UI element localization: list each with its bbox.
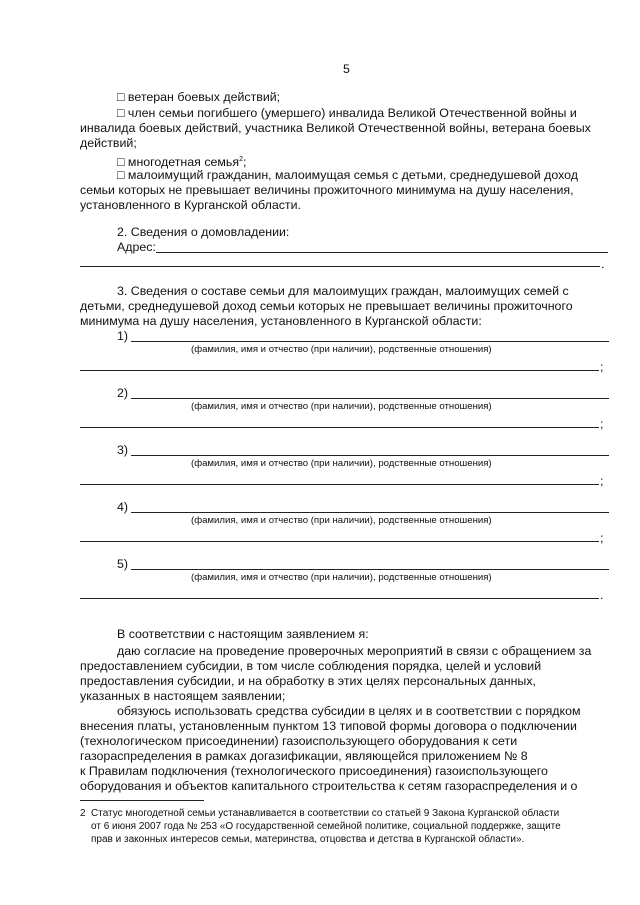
member-4-caption: (фамилия, имя и отчество (при наличии), родственные отношения) xyxy=(191,515,492,526)
member-2-name-field[interactable] xyxy=(131,398,609,399)
member-3-end: ; xyxy=(600,474,604,488)
section2-heading: 2. Сведения о домовладении: xyxy=(117,225,290,239)
obligation-line2: внесения платы, установленным пунктом 13 типовой формы договора о подключении xyxy=(80,719,577,733)
member-1-end: ; xyxy=(600,360,604,374)
consent-line2: предоставлением субсидии, в том числе соблюдения порядка, целей и условий xyxy=(80,659,542,673)
member-3-name-field[interactable] xyxy=(131,455,609,456)
member-5-end: . xyxy=(600,588,604,602)
consent-line1: даю согласие на проведение проверочных мероприятий в связи с обращением за xyxy=(117,644,592,658)
member-2-number: 2) xyxy=(117,386,129,400)
member-1-name-field[interactable] xyxy=(131,341,609,342)
section3-heading-line3: минимума на душу населения, установленного в Курганской области: xyxy=(80,314,482,328)
member-4-name-field[interactable] xyxy=(131,512,609,513)
footnote-line1: Статус многодетной семьи устанавливается в соответствии со статьей 9 Закона Курганской области xyxy=(91,808,560,819)
obligation-line5: к Правилам подключения (технологического присоединения) газоиспользующего xyxy=(80,764,548,778)
member-2-caption: (фамилия, имя и отчество (при наличии), родственные отношения) xyxy=(191,401,492,412)
member-5-name-field[interactable] xyxy=(131,569,609,570)
address-field-line2[interactable] xyxy=(80,266,600,267)
member-1-number: 1) xyxy=(117,329,129,343)
member-5-number: 5) xyxy=(117,557,129,571)
member-5-caption: (фамилия, имя и отчество (при наличии), родственные отношения) xyxy=(191,572,492,583)
consent-line4: указанных в настоящем заявлении; xyxy=(80,689,286,703)
address-line-end: . xyxy=(601,257,605,271)
consent-line3: предоставления субсидии, и на обработку в этих целях персональных данных, xyxy=(80,674,536,688)
option-large-family: □ многодетная семья$^2$; xyxy=(117,155,247,170)
obligation-line4: газораспределения в рамках догазификации, являющейся приложением № 8 xyxy=(80,749,528,763)
address-label: Адрес: xyxy=(117,240,156,254)
option-family-member-line3: действий; xyxy=(80,136,137,150)
option-low-income-line3: установленного в Курганской области. xyxy=(80,198,301,212)
member-2-end: ; xyxy=(600,417,604,431)
option-low-income-line2: семьи которых не превышает величины прожиточного минимума на душу населения, xyxy=(80,183,574,197)
option-low-income-line1: □ малоимущий гражданин, малоимущая семья с детьми, среднедушевой доход xyxy=(117,168,578,182)
section3-heading-line1: 3. Сведения о составе семьи для малоимущих граждан, малоимущих семей с xyxy=(117,284,569,298)
member-4-field-line2[interactable] xyxy=(80,541,599,542)
footnote-ref: 2 xyxy=(239,156,243,163)
member-2-field-line2[interactable] xyxy=(80,427,599,428)
address-field[interactable] xyxy=(156,252,608,253)
member-1-field-line2[interactable] xyxy=(80,370,599,371)
footnote-marker: 2 xyxy=(80,808,86,819)
member-3-number: 3) xyxy=(117,443,129,457)
declaration-intro: В соответствии с настоящим заявлением я: xyxy=(117,627,369,641)
member-3-field-line2[interactable] xyxy=(80,484,599,485)
member-5-field-line2[interactable] xyxy=(80,598,599,599)
option-veteran: □ ветеран боевых действий; xyxy=(117,90,281,104)
obligation-line1: обязуюсь использовать средства субсидии в целях и в соответствии с порядком xyxy=(117,704,581,718)
option-family-member-line2: инвалида боевых действий, участника Великой Отечественной войны, ветерана боевых xyxy=(80,121,591,135)
footnote-line2: от 6 июня 2007 года № 253 «О государственной семейной политике, социальной поддержке, защите xyxy=(91,821,561,832)
page-number: 5 xyxy=(343,62,350,76)
obligation-line3: (технологическом присоединении) газоиспользующего оборудования к сети xyxy=(80,734,518,748)
member-1-caption: (фамилия, имя и отчество (при наличии), родственные отношения) xyxy=(191,344,492,355)
obligation-line6: оборудования и объектов капитального строительства к сетям газораспределения и о xyxy=(80,779,578,793)
footnote-separator xyxy=(80,800,204,801)
option-family-member-line1: □ член семьи погибшего (умершего) инвалида Великой Отечественной войны и xyxy=(117,106,577,120)
member-4-end: ; xyxy=(600,531,604,545)
section3-heading-line2: детьми, среднедушевой доход семьи которых не превышает величины прожиточного xyxy=(80,299,573,313)
member-4-number: 4) xyxy=(117,500,129,514)
member-3-caption: (фамилия, имя и отчество (при наличии), родственные отношения) xyxy=(191,458,492,469)
footnote-line3: прав и законных интересов семьи, материнства, отцовства и детства в Курганской области». xyxy=(91,834,525,845)
